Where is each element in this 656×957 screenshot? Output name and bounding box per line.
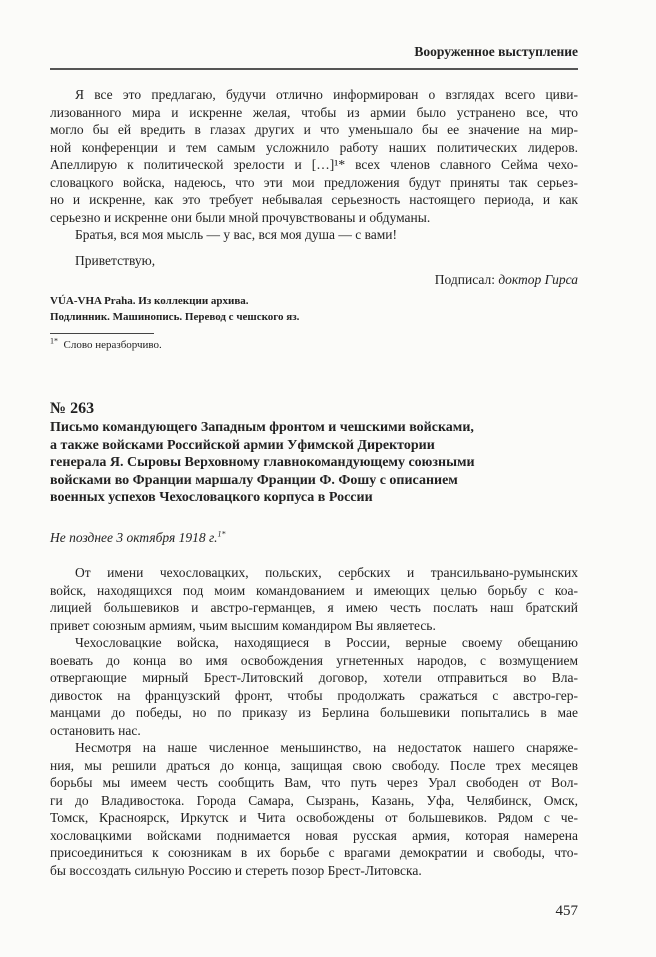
- document-body: [50, 564, 578, 879]
- title-line: войсками во Франции маршалу Франции Ф. Фошу с описанием: [50, 472, 458, 488]
- text-line: присоединиться к союзникам в их борьбе с врагами демократии и свободы, что-: [50, 845, 578, 860]
- text-line: ной конференции и тем самым усложнило работу наших политических лидеров.: [50, 139, 578, 155]
- text-line: воевать до конца во имя освобождения угнетенных народов, с возмущением: [50, 652, 578, 668]
- archive-source-line: VÚA-VHA Praha. Из коллекции архива.: [50, 295, 249, 307]
- footnote: [50, 338, 578, 353]
- title-line: генерала Я. Сыровы Верховному главнокомандующему союзными: [50, 455, 475, 470]
- signed-name: доктор Гирса: [498, 272, 578, 287]
- footnote-rule: [50, 333, 154, 334]
- archive-source: [50, 293, 578, 325]
- archive-format-line: Подлинник. Машинопись. Перевод с чешского яз.: [50, 311, 300, 323]
- text-line: хословацкими войсками поднимается новая русская армия, которая намерена: [50, 827, 578, 843]
- text-line: ги до Владивостока. Города Самара, Сызрань, Казань, Уфа, Челябинск, Омск,: [50, 792, 578, 808]
- letter-paragraphs: [50, 86, 578, 244]
- text-line: но и искренне, как это требует небывалая серьезность настоящего периода, и как: [50, 192, 578, 207]
- signed-label: Подписал:: [434, 272, 495, 287]
- text-line: могло бы ей вредить в глазах других и что уменьшало бы ее значение на мир-: [50, 122, 578, 137]
- date-footnote-mark: 1*: [217, 529, 226, 538]
- footnote-text: Слово неразборчиво.: [63, 339, 162, 351]
- text-line: От имени чехословацких, польских, сербских и трансильвано-румынских: [75, 565, 578, 580]
- title-line: а также войсками Российской армии Уфимской Директории: [50, 437, 435, 453]
- document-title: [50, 419, 578, 507]
- text-line: Апеллирую к политической зрелости и […]¹* всех членов славного Сейма чехо-: [50, 157, 578, 172]
- text-line: Братья, вся моя мысль — у вас, вся моя душа — с вами!: [75, 227, 398, 242]
- text-line: Томск, Красноярск, Иркутск и Чита освобождены от большевиков. Рядом с че-: [50, 810, 578, 825]
- greeting: [50, 252, 578, 270]
- footnote-mark: 1*: [50, 336, 58, 346]
- text-line: ния, мы решили драться до конца, защищая свою свободу. После трех месяцев: [50, 757, 578, 773]
- text-line: остановить нас.: [50, 722, 141, 738]
- text-line: привет союзным армиям, чьим высшим командиром Вы являетесь.: [50, 617, 436, 633]
- text-line: лицией большевиков и австро-германцев, я имею честь послать наш братский: [50, 600, 578, 615]
- text-line: борьбы мы имеем честь сообщить Вам, что путь через Урал свободен от Вол-: [50, 775, 578, 790]
- header-rule: [50, 68, 578, 70]
- page-number: 457: [555, 903, 578, 919]
- text-line: лизованного мира и искренне желая, чтобы из армии было устранено все, что: [50, 104, 578, 120]
- text-line: войск, находящихся под моим командованием и имеющих целью борьбу с коа-: [50, 582, 578, 598]
- text-line: Несмотря на наше численное меньшинство, на недостаток нашего снаряже-: [75, 740, 578, 755]
- document-date: [50, 529, 578, 547]
- text-line: Чехословацкие войска, находящиеся в России, верные своему обещанию: [75, 635, 578, 650]
- text-line: Я все это предлагаю, будучи отлично информирован о взглядах всего циви-: [75, 87, 578, 102]
- text-line: манцами до победы, но по приказу из Берлина большевики попытались в мае: [50, 705, 578, 720]
- text-line: дивосток на французский фронт, чтобы продолжать сражаться с австро-гер-: [50, 687, 578, 703]
- text-line: бы воссоздать сильную Россию и стереть позор Брест-Литовска.: [50, 862, 422, 878]
- greeting-text: Приветствую,: [75, 252, 156, 268]
- running-head: Вооруженное выступление: [414, 44, 578, 59]
- title-line: Письмо командующего Западным фронтом и чешскими войсками,: [50, 420, 474, 435]
- document-number: № 263: [50, 400, 95, 417]
- text-line: отвергающие мирный Брест-Литовский договор, хотели отправиться во Вла-: [50, 670, 578, 685]
- title-line: военных успехов Чехословацкого корпуса в России: [50, 490, 373, 505]
- text-line: словацкого войска, надеюсь, что эти мои предложения будут приняты так серьез-: [50, 174, 578, 190]
- text-line: серьезно и искренне они были мной прочувствованы и обдуманы.: [50, 209, 431, 225]
- date-text: Не позднее 3 октября 1918 г.: [50, 529, 218, 545]
- page-content: [50, 86, 578, 879]
- signature: [50, 271, 578, 289]
